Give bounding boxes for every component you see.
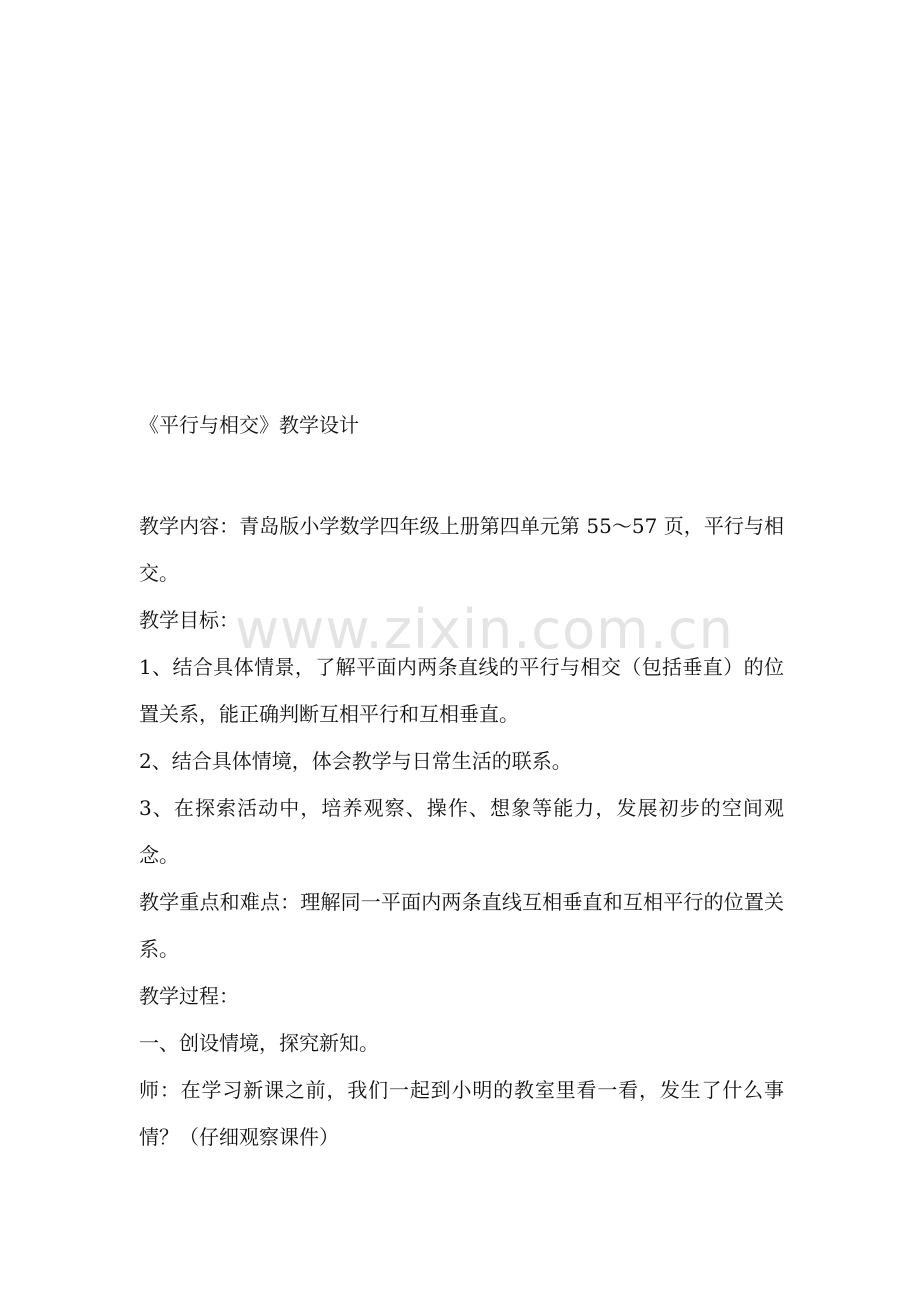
- paragraph-goal-2: 2、结合具体情境，体会教学与日常生活的联系。: [139, 749, 572, 773]
- paragraph-process-heading: 教学过程：: [139, 984, 239, 1008]
- paragraph-teaching-content: 教学内容：青岛版小学数学四年级上册第四单元第 55～57 页，平行与相交。: [139, 514, 784, 585]
- document-title: 《平行与相交》教学设计: [139, 413, 359, 437]
- paragraph-section-1: 一、创设情境，探究新知。: [139, 1031, 379, 1055]
- paragraph-goal-3: 3、在探索活动中，培养观察、操作、想象等能力，发展初步的空间观念。: [139, 796, 784, 867]
- paragraph-key-points: 教学重点和难点：理解同一平面内两条直线互相垂直和互相平行的位置关系。: [139, 890, 784, 961]
- paragraph-teaching-goals-heading: 教学目标：: [139, 608, 239, 632]
- paragraph-teacher-intro: 师：在学习新课之前，我们一起到小明的教室里看一看，发生了什么事情？（仔细观察课件）: [139, 1078, 784, 1149]
- watermark: www.zixin.com.cn: [235, 598, 734, 661]
- paragraph-goal-1: 1、结合具体情景，了解平面内两条直线的平行与相交（包括垂直）的位置关系，能正确判断互相平行和互相垂直。: [139, 655, 784, 726]
- document-body: [139, 503, 784, 1161]
